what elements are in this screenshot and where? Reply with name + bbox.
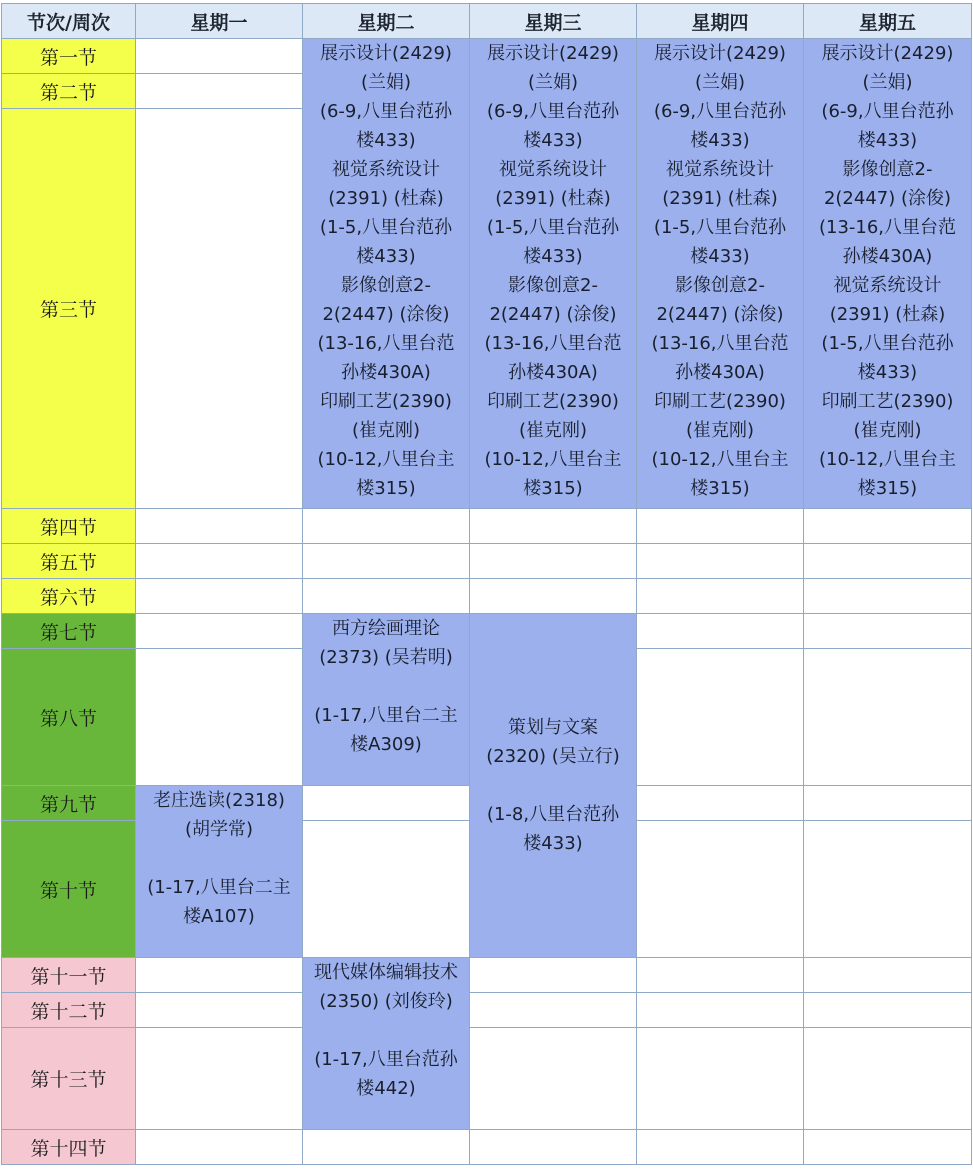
- empty-cell: [303, 579, 470, 614]
- empty-cell: [637, 614, 804, 649]
- empty-cell: [303, 786, 470, 821]
- empty-cell: [804, 821, 972, 958]
- empty-cell: [303, 1130, 470, 1165]
- empty-cell: [303, 509, 470, 544]
- empty-cell: [136, 614, 303, 649]
- empty-cell: [303, 544, 470, 579]
- course-cell-fri-morning[interactable]: [804, 39, 972, 509]
- course-entry: 影像创意2- 2(2447) (涂俊) (13-16,八里台范 孙楼430A): [317, 275, 455, 383]
- empty-cell: [136, 579, 303, 614]
- course-cell-tue-afternoon[interactable]: [303, 614, 470, 786]
- course-entry: 策划与文案 (2320) (吴立行) (1-8,八里台范孙 楼433): [486, 717, 620, 854]
- period-label: 第八节: [2, 649, 136, 786]
- period-label: 第七节: [2, 614, 136, 649]
- course-entry: 视觉系统设计 (2391) (杜森) (1-5,八里台范孙 楼433): [821, 275, 954, 383]
- period-label: 第一节: [2, 39, 136, 74]
- course-cell-wed-morning[interactable]: [470, 39, 637, 509]
- course-entry: 展示设计(2429) (兰娟) (6-9,八里台范孙 楼433): [653, 43, 787, 151]
- empty-cell: [804, 544, 972, 579]
- course-cell-wed-afternoon[interactable]: [470, 614, 637, 958]
- course-entry: 视觉系统设计 (2391) (杜森) (1-5,八里台范孙 楼433): [653, 159, 787, 267]
- day-header-mon: 星期一: [136, 4, 303, 39]
- day-header-wed: 星期三: [470, 4, 637, 39]
- empty-cell: [470, 509, 637, 544]
- course-entry: 西方绘画理论 (2373) (吴若明) (1-17,八里台二主 楼A309): [314, 618, 458, 755]
- empty-cell: [804, 614, 972, 649]
- period-label: 第九节: [2, 786, 136, 821]
- period-label: 第二节: [2, 74, 136, 109]
- empty-cell: [470, 958, 637, 993]
- empty-cell: [637, 958, 804, 993]
- empty-cell: [136, 1028, 303, 1130]
- course-schedule-table: [1, 3, 972, 1165]
- course-cell-thu-morning[interactable]: [637, 39, 804, 509]
- period-row-7: [2, 614, 972, 649]
- course-entry: 印刷工艺(2390) (崔克刚) (10-12,八里台主 楼315): [651, 391, 789, 499]
- period-label: 第五节: [2, 544, 136, 579]
- period-row-6: [2, 579, 972, 614]
- day-header-fri: 星期五: [804, 4, 972, 39]
- empty-cell: [637, 579, 804, 614]
- empty-cell: [470, 544, 637, 579]
- empty-cell: [637, 509, 804, 544]
- period-label: 第四节: [2, 509, 136, 544]
- course-entry: 现代媒体编辑技术 (2350) (刘俊玲) (1-17,八里台范孙 楼442): [314, 962, 458, 1099]
- empty-cell: [470, 579, 637, 614]
- period-label: 第三节: [2, 109, 136, 509]
- course-entry: 视觉系统设计 (2391) (杜森) (1-5,八里台范孙 楼433): [319, 159, 453, 267]
- course-entry: 影像创意2- 2(2447) (涂俊) (13-16,八里台范 孙楼430A): [651, 275, 789, 383]
- course-cell-mon-afternoon[interactable]: [136, 786, 303, 958]
- empty-cell: [637, 649, 804, 786]
- course-entry: 印刷工艺(2390) (崔克刚) (10-12,八里台主 楼315): [484, 391, 622, 499]
- period-row-5: [2, 544, 972, 579]
- empty-cell: [804, 1028, 972, 1130]
- corner-header: 节次/周次: [2, 4, 136, 39]
- course-entry: 展示设计(2429) (兰娟) (6-9,八里台范孙 楼433): [821, 43, 954, 151]
- empty-cell: [470, 1028, 637, 1130]
- period-label: 第十四节: [2, 1130, 136, 1165]
- empty-cell: [136, 509, 303, 544]
- period-row-13: [2, 1028, 972, 1130]
- period-label: 第十二节: [2, 993, 136, 1028]
- empty-cell: [637, 821, 804, 958]
- empty-cell: [637, 1130, 804, 1165]
- period-row-12: [2, 993, 972, 1028]
- period-label: 第十一节: [2, 958, 136, 993]
- course-entry: 展示设计(2429) (兰娟) (6-9,八里台范孙 楼433): [319, 43, 453, 151]
- empty-cell: [470, 1130, 637, 1165]
- empty-cell: [637, 1028, 804, 1130]
- period-label: 第十节: [2, 821, 136, 958]
- course-entry: 老庄选读(2318) (胡学常) (1-17,八里台二主 楼A107): [147, 790, 291, 927]
- course-cell-tue-morning[interactable]: [303, 39, 470, 509]
- period-label: 第六节: [2, 579, 136, 614]
- period-row-1: [2, 39, 972, 74]
- course-entry: 展示设计(2429) (兰娟) (6-9,八里台范孙 楼433): [486, 43, 620, 151]
- empty-cell: [804, 958, 972, 993]
- empty-cell: [136, 39, 303, 74]
- day-header-tue: 星期二: [303, 4, 470, 39]
- course-entry: 影像创意2- 2(2447) (涂俊) (13-16,八里台范 孙楼430A): [484, 275, 622, 383]
- course-cell-tue-evening[interactable]: [303, 958, 470, 1130]
- empty-cell: [136, 649, 303, 786]
- empty-cell: [637, 544, 804, 579]
- period-row-4: [2, 509, 972, 544]
- empty-cell: [136, 109, 303, 509]
- period-row-11: [2, 958, 972, 993]
- course-entry: 印刷工艺(2390) (崔克刚) (10-12,八里台主 楼315): [317, 391, 455, 499]
- empty-cell: [136, 958, 303, 993]
- course-entry: 视觉系统设计 (2391) (杜森) (1-5,八里台范孙 楼433): [486, 159, 620, 267]
- empty-cell: [804, 509, 972, 544]
- empty-cell: [637, 786, 804, 821]
- empty-cell: [637, 993, 804, 1028]
- empty-cell: [136, 993, 303, 1028]
- empty-cell: [136, 74, 303, 109]
- empty-cell: [804, 993, 972, 1028]
- course-entry: 印刷工艺(2390) (崔克刚) (10-12,八里台主 楼315): [818, 391, 957, 499]
- empty-cell: [804, 786, 972, 821]
- empty-cell: [804, 649, 972, 786]
- empty-cell: [470, 993, 637, 1028]
- empty-cell: [804, 579, 972, 614]
- empty-cell: [303, 821, 470, 958]
- period-label: 第十三节: [2, 1028, 136, 1130]
- period-row-14: [2, 1130, 972, 1165]
- course-entry: 影像创意2- 2(2447) (涂俊) (13-16,八里台范 孙楼430A): [818, 159, 957, 267]
- day-header-thu: 星期四: [637, 4, 804, 39]
- empty-cell: [804, 1130, 972, 1165]
- empty-cell: [136, 1130, 303, 1165]
- header-row: [2, 4, 972, 39]
- empty-cell: [136, 544, 303, 579]
